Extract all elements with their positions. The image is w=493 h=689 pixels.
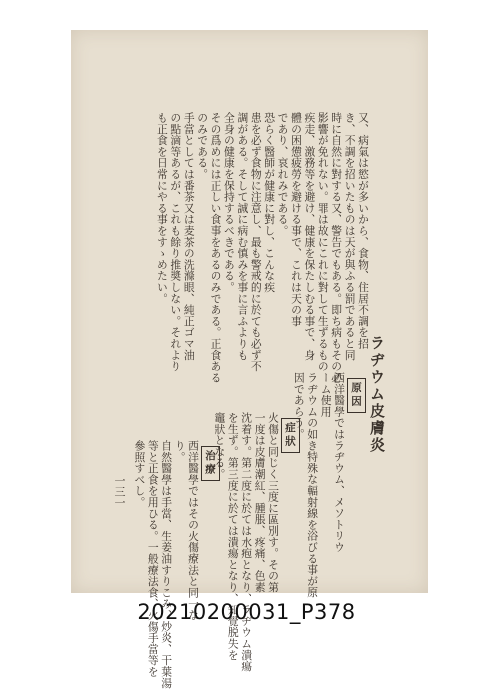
text-line: 全身の健康を保持するべきである。 [222,112,236,293]
section-cause-text [292,372,346,598]
text-line: 等と正食を用ひる。一般療法食、火傷手當等を [146,440,160,678]
text-line: ラヂウムの如き特殊な輻射線を浴びる事が原 [306,372,320,598]
section-heading-cause: 原因 [347,378,366,413]
text-line: 竈狀となる。 [213,412,227,480]
text-line: を生ず。第三度に於ては潰瘍となり、知覺脱失を [226,412,240,661]
text-line: であり、哀れみである。 [276,112,290,237]
text-line: 恐らく醫師が健康に對し、こんな疾 [263,112,277,293]
text-line: き、不調を招いたものは天が與ふる罰であると同 [343,112,357,361]
upper-text-block [155,112,371,384]
text-line: り。 [173,440,187,463]
section-heading-symptoms: 症狀 [281,418,300,453]
text-line: 又、病氣は慾が多いから、食物、住居不調を招 [357,112,370,350]
text-line: 因であらう。 [292,372,306,440]
section-symptoms-text [213,412,280,672]
text-line: 體の困憊疲勞を避ける事で、これは天の事 [289,112,303,327]
text-line: 西洋醫學ではその火傷療法と同一な [187,440,200,621]
text-line: 調がある。そして誠に病む慎みを事に言ふよりも [236,112,250,361]
text-line: ーム使用 [319,372,333,418]
text-line: 自然醫學は手當、生姜油すりこみ、炒炎、干葉湯 [160,440,174,689]
text-line: 手當としては番茶又は麦茶の洗滌眼、純正ゴマ油 [182,112,196,361]
text-line: その爲めには正しい食事をあるのみである。正食ある [209,112,223,384]
text-line: 時に自然に對する又、警告でもある。即ち病もその必 [330,112,344,384]
text-line: のみである。 [196,112,210,180]
page-title: ラヂウム皮膚炎 [368,335,386,454]
text-line: 火傷と同じく三度に區別す。その第 [267,412,280,593]
text-line: 沈着す。第二度に於ては水疱となり、ラヂウム潰瘍 [240,412,254,672]
text-line: 疾走、激務等を避け、健康を保たしむる事で、身 [303,112,317,361]
text-line: 一度は皮膚潮紅、腫脹、疼痛、色素 [253,412,267,593]
text-line: 西洋醫學ではラヂウム、メソトリウ [333,372,346,553]
page-number: 一三一 [113,475,126,508]
text-line: 參照すべし。 [133,440,147,508]
section-treatment-text [133,440,200,689]
text-line: 患を必ず食物に注意し、最も警戒的に於ても必ず不 [249,112,263,372]
text-line: の點滴等あるが、これも餘り推奬しない。それより [169,112,183,372]
text-line: も正食を日常にやる事をすゝめたい。 [155,112,169,305]
text-line: 影響が免れない。罪は故にこれに對して生ずるもの [316,112,330,372]
image-caption: 20210200031_P378 [137,600,356,624]
section-heading-treatment: 治療 [201,446,220,481]
